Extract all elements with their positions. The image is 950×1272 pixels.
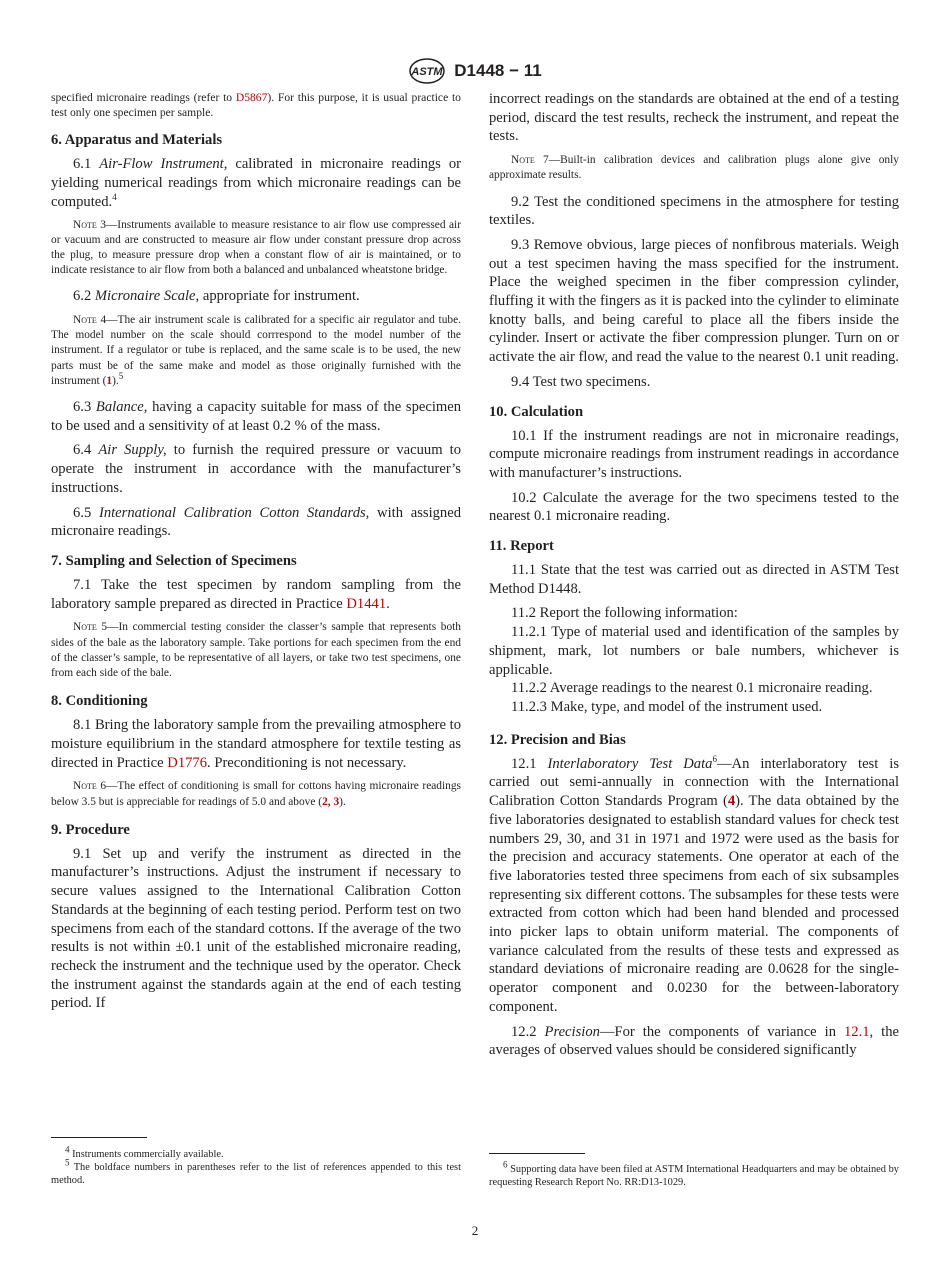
left-column — [51, 90, 461, 1019]
paragraph-9-1: 9.1 Set up and verify the instrument as directed in the manufacturer’s instructions. Adjust the instrument if necessary to secure values assigned to the International Calibration Cotton Standards at the beginning of each testing period. Perform test on two specimens from each of the standard cottons. If the average of the two results is not within ±0.1 unit of the established micronaire reading, recheck the instrument and the technique used by the operator. Check the instrument against the standards again at the end of each testing period. If — [51, 845, 461, 1012]
left-footnotes — [51, 1144, 461, 1187]
paragraph-7-1: 7.1 Take the test specimen by random sampling from the laboratory sample prepared as directed in Practice D1441. — [51, 576, 461, 612]
paragraph-6-2: 6.2 Micronaire Scale, appropriate for instrument. — [73, 288, 360, 305]
paragraph-11-1: 11.1 State that the test was carried out as directed in ASTM Test Method D1448. — [489, 562, 899, 597]
link-d5867[interactable]: D5867 — [235, 91, 268, 104]
paragraph-6-3: 6.3 Balance, having a capacity suitable for mass of the specimen to be used and a sensitivity of at least 0.2 % of the mass. — [51, 399, 461, 434]
footnote-6: $^6$ Supporting data have been filed at ASTM International Headquarters and may be obtained by requesting Research Report No. RR:D13-1029. — [489, 1159, 899, 1188]
paragraph-6-4: 6.4 Air Supply, to furnish the required pressure or vacuum to operate the instrument in accordance with the manufacturer’s instructions. — [51, 442, 462, 496]
section-heading-10: 10. Calculation — [489, 403, 584, 420]
note-3: Note 3—Instruments available to measure resistance to air flow use compressed air or vacuum and are constructed to measure air flow under constant pressure drop across the plug, to measure pressure drop when a constant flow of air is maintained, or to indicate resistance to air flow from both a balanced and unbalanced wheatstone bridge. — [51, 218, 461, 277]
paragraph-9-4: 9.4 Test two specimens. — [511, 373, 651, 390]
paragraph-6-5: 6.5 International Calibration Cotton Standards, with assigned micronaire readings. — [51, 504, 461, 540]
note-7: Note 7—Built-in calibration devices and calibration plugs alone give only approximate results. — [489, 154, 899, 182]
paragraph-9-3: 9.3 Remove obvious, large pieces of nonfibrous materials. Weigh out a test specimen having the mass specified for the instrument. Place the weighed specimen in the fiber compression cylinder, fluffing it with the fingers as it is packed into the cylinder to eliminate knotty balls, and being careful to place all the fibers inside the cylinder. Insert or activate the fiber compression plunger. Turn on or activate the air flow, and read the value to the nearest 0.1 unit reading. — [489, 236, 899, 366]
section-heading-7: 7. Sampling and Selection of Specimens — [51, 552, 297, 569]
note-5: Note 5—In commercial testing consider the classer’s sample that represents both sides of the bale as the laboratory sample. Take portions for each specimen from the end of the classer’s sample, to be representative of all layers, or take two test specimens, one from each side of the bale. — [51, 621, 461, 679]
paragraph-12-1: 12.1 Interlaboratory Test Data$^6$—An interlaboratory test is carried out semi-annually in connection with the International Calibration Cotton Standards Program (4). The data obtained by the five laboratories designated to establish standard values for check test numbers 29, 30, and 31 in 1971 and 1972 were used as the basis for the precision and accuracy statements. One operator at each of the five laboratories tested three specimens from each of six subsamples representing six different cottons. The subsamples for these tests were extracted from cotton which had been hand blended and processed into picker laps to obtain uniform material. The components of variance calculated from the results of these tests and expressed as standard deviations of micronaire reading are 0.0628 for the single-operator component and 0.0230 for the between-laboratory component. — [489, 753, 899, 1015]
section-heading-9: 9. Procedure — [51, 821, 130, 838]
note-6: Note 6—The effect of conditioning is small for cottons having micronaire readings below 3.5 but is appreciable for readings of 5.0 and above (2, 3). — [51, 780, 461, 808]
right-footnotes — [489, 1159, 899, 1189]
paragraph-11-2-2: 11.2.2 Average readings to the nearest 0.1 micronaire reading. — [511, 680, 873, 697]
paragraph-10-1: 10.1 If the instrument readings are not in micronaire readings, compute micronaire readings from instrument readings in accordance with manufacturer’s instructions. — [489, 427, 899, 481]
section-heading-12: 12. Precision and Bias — [489, 731, 626, 748]
paragraph-9-1-continued: incorrect readings on the standards are obtained at the end of a testing period, discard the test results, recheck the instrument, and repeat the tests. — [489, 91, 899, 145]
page-number: 2 — [471, 1223, 479, 1238]
reference-4[interactable]: 4 — [727, 793, 736, 810]
paragraph-11-2: 11.2 Report the following information: — [511, 605, 738, 622]
right-column — [489, 90, 899, 1066]
svg-text:ASTM: ASTM — [411, 66, 443, 78]
paragraph-6-1: 6.1 Air-Flow Instrument, calibrated in micronaire readings or yielding numerical readings from which micronaire readings can be computed.$^4$ — [51, 156, 461, 210]
paragraph-10-2: 10.2 Calculate the average for the two specimens tested to the nearest 0.1 micronaire reading. — [489, 489, 899, 525]
reference-2-3[interactable]: 2, 3 — [322, 795, 340, 808]
section-heading-6: 6. Apparatus and Materials — [51, 132, 223, 149]
note-4: Note 4—The air instrument scale is calibrated for a specific air regulator and tube. The model number on the scale should corrrespond to the model number of the instrument. If a regulator or tube is replaced, and the same scale is to be used, the new parts must be of the same make and model as those originally furnished with the instrument (1).$^5$ — [51, 314, 461, 387]
footnote-rule — [51, 1137, 147, 1138]
section-heading-8: 8. Conditioning — [51, 693, 148, 710]
paragraph-9-2: 9.2 Test the conditioned specimens in the atmosphere for testing textiles. — [489, 193, 899, 229]
link-d1441[interactable]: D1441 — [346, 595, 387, 612]
astm-logo — [408, 58, 446, 84]
paragraph-8-1: 8.1 Bring the laboratory sample from the prevailing atmosphere to moisture equilibrium in the standard atmosphere for textile testing as directed in Practice D1776. Preconditioning is not necessary. — [51, 717, 461, 771]
section-heading-11: 11. Report — [489, 538, 554, 555]
paragraph-11-2-3: 11.2.3 Make, type, and model of the instrument used. — [511, 698, 823, 715]
footnote-4: $^4$ Instruments commercially available. — [65, 1144, 224, 1160]
footnote-5: $^5$ The boldface numbers in parentheses refer to the list of references appended to this test method. — [51, 1157, 461, 1186]
paragraph-12-2: 12.2 Precision—For the components of variance in 12.1, the averages of observed values should be considered significantly — [489, 1023, 899, 1059]
footnote-rule — [489, 1153, 585, 1154]
reference-1[interactable]: 1 — [106, 374, 113, 387]
page-header — [0, 58, 950, 84]
link-d1776[interactable]: D1776 — [167, 754, 208, 771]
document-designation: D1448 − 11 — [454, 61, 542, 80]
paragraph-11-2-1: 11.2.1 Type of material used and identification of the samples by shipment, mark, lot numbers or bale numbers, whichever is applicable. — [489, 624, 899, 678]
link-section-12-1[interactable]: 12.1 — [843, 1023, 870, 1040]
paragraph-continuation: specified micronaire readings (refer to D5867). For this purpose, it is usual practice to test only one specimen per sample. — [51, 91, 461, 120]
